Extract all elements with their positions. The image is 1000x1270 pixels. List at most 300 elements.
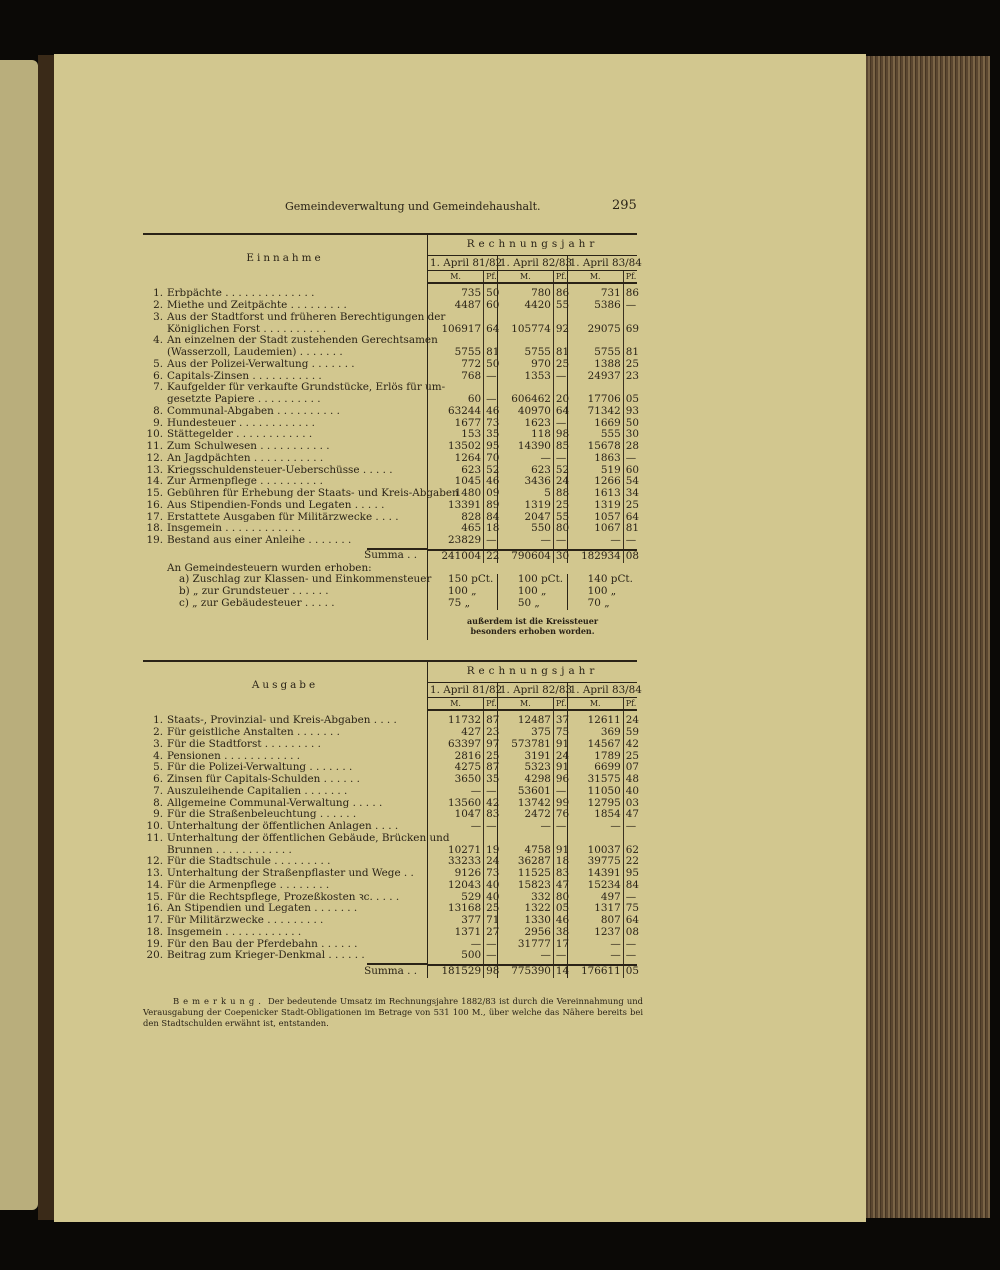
row-number: 3. [153, 310, 163, 323]
year-header: 1. April 81/82 [428, 255, 498, 270]
mark-value: 63244 [428, 406, 484, 418]
pfennig-value: 91 [553, 833, 567, 857]
mark-value: 11050 [567, 786, 623, 798]
pfennig-value: — [623, 453, 637, 465]
mark-header: M. [497, 697, 553, 710]
pfennig-value: 75 [623, 903, 637, 915]
pfennig-value: 35 [484, 774, 498, 786]
mark-value: 14391 [567, 868, 623, 880]
mark-value: 731 [567, 288, 623, 300]
summa-pfennig: 30 [553, 550, 567, 563]
pfennig-value: 91 [553, 762, 567, 774]
pfennig-value: 64 [623, 915, 637, 927]
pfennig-value: — [623, 950, 637, 962]
pfennig-value: 86 [623, 288, 637, 300]
row-number: 7. [153, 784, 163, 797]
row-text: Kaufgelder für verkaufte Grundstücke, Erlös für um- [167, 381, 446, 394]
pfennig-value: 47 [553, 880, 567, 892]
year-header: 1. April 81/82 [428, 682, 498, 697]
mark-value: 497 [567, 892, 623, 904]
pfennig-value: 60 [484, 300, 498, 312]
mark-value: 1388 [567, 359, 623, 371]
pfennig-value: — [553, 950, 567, 962]
pfennig-value: 73 [484, 418, 498, 430]
mark-value: 1047 [428, 809, 484, 821]
row-text-continued: (Wasserzoll, Laudemien) . . . . . . . [167, 346, 343, 358]
pfennig-value: 34 [623, 488, 637, 500]
row-text: Für die Stadtforst . . . . . . . . . [167, 737, 321, 750]
pfennig-value: 05 [623, 382, 637, 406]
section-title: Einnahme [143, 234, 428, 283]
row-text: Auszuleihende Capitalien . . . . . . . [167, 784, 348, 797]
pfennig-value: 24 [553, 751, 567, 763]
pfennig-value: — [484, 535, 498, 547]
pfennig-value: 40 [484, 880, 498, 892]
pfennig-header: Pf. [623, 270, 637, 283]
row-text: Für die Polizei-Verwaltung . . . . . . . [167, 761, 353, 774]
pfennig-value: 54 [623, 476, 637, 488]
mark-value: 14567 [567, 739, 623, 751]
pfennig-value: 81 [623, 523, 637, 535]
row-number: 1. [153, 714, 163, 727]
row-text: Kriegsschuldensteuer-Ueberschüsse . . . . . [167, 463, 393, 476]
mark-value: 1854 [567, 809, 623, 821]
pfennig-value: 18 [484, 523, 498, 535]
pfennig-value: 18 [553, 856, 567, 868]
row-number: 7. [153, 381, 163, 394]
mark-value: 4298 [497, 774, 553, 786]
pfennig-value: 25 [484, 751, 498, 763]
mark-value: 36287 [497, 856, 553, 868]
book-spine [38, 55, 54, 1220]
left-page-edge [0, 60, 38, 1210]
mark-value: 1480 [428, 488, 484, 500]
mark-value: 1371 [428, 927, 484, 939]
row-text-continued: gesetzte Papiere . . . . . . . . . . [167, 393, 321, 405]
mark-value: 153 [428, 429, 484, 441]
mark-value: 1266 [567, 476, 623, 488]
pfennig-value: 05 [553, 903, 567, 915]
row-text: Für die Stadtschule . . . . . . . . . [167, 855, 331, 868]
pfennig-value: 40 [623, 786, 637, 798]
pfennig-value: 64 [623, 512, 637, 524]
mark-value: 772 [428, 359, 484, 371]
pfennig-value: 85 [553, 441, 567, 453]
pfennig-value: 97 [484, 739, 498, 751]
mark-value: 2472 [497, 809, 553, 821]
row-number: 12. [146, 855, 163, 868]
bemerkung-note [143, 996, 643, 1029]
pfennig-header: Pf. [553, 270, 567, 283]
row-text: Pensionen . . . . . . . . . . . . [167, 749, 301, 762]
pfennig-value: 50 [484, 359, 498, 371]
row-number: 17. [146, 914, 163, 926]
row-text: Insgemein . . . . . . . . . . . . [167, 522, 302, 535]
pfennig-value: — [484, 371, 498, 383]
mark-value: 5323 [497, 762, 553, 774]
mark-value: — [567, 535, 623, 547]
row-text: Für den Bau der Pferdebahn . . . . . . [167, 937, 358, 950]
row-text: Unterhaltung der Straßenpflaster und Wege . . [167, 867, 414, 879]
row-number: 8. [153, 404, 163, 417]
row-number: 16. [146, 902, 163, 915]
table-row [143, 335, 637, 359]
pfennig-value: — [623, 300, 637, 312]
pfennig-value: 80 [553, 523, 567, 535]
row-number: 13. [146, 463, 163, 476]
pfennig-value: 20 [553, 382, 567, 406]
pfennig-value: 08 [623, 927, 637, 939]
pfennig-value: 98 [553, 429, 567, 441]
mark-value: 807 [567, 915, 623, 927]
row-text-continued: Königlichen Forst . . . . . . . . . . [167, 322, 327, 335]
pfennig-value: — [553, 453, 567, 465]
mark-value: 780 [497, 288, 553, 300]
row-text: Gebühren für Erhebung der Staats- und Kreis-Abgaben [167, 487, 459, 499]
row-text: Zinsen für Capitals-Schulden . . . . . . [167, 773, 360, 785]
page-number: 295 [612, 198, 637, 213]
mark-value: 1330 [497, 915, 553, 927]
steuer-rate: 150 pCt. [428, 574, 498, 586]
pfennig-value: 76 [553, 809, 567, 821]
pfennig-value: 93 [623, 406, 637, 418]
summa-label: Summa . . [364, 549, 418, 562]
summa-mark: 775390 [497, 965, 553, 978]
mark-value: 60 [428, 382, 484, 406]
summa-row [143, 965, 637, 978]
pfennig-value: 81 [484, 335, 498, 359]
pfennig-value: — [553, 535, 567, 547]
mark-value: 39775 [567, 856, 623, 868]
row-text: Für die Armenpflege . . . . . . . . [167, 878, 330, 891]
mark-value: 5755 [497, 335, 553, 359]
year-header: 1. April 82/83 [497, 255, 567, 270]
row-text: An Stipendien und Legaten . . . . . . . [167, 902, 358, 915]
pfennig-value: 80 [553, 892, 567, 904]
row-text: Unterhaltung der öffentlichen Gebäude, Brücken und [167, 831, 450, 844]
pfennig-value: 84 [623, 880, 637, 892]
row-number: 9. [153, 808, 163, 821]
mark-value: 529 [428, 892, 484, 904]
pfennig-value: 25 [623, 500, 637, 512]
mark-value: 12043 [428, 880, 484, 892]
mark-value: 9126 [428, 868, 484, 880]
row-text: Unterhaltung der öffentlichen Anlagen . . . . [167, 820, 399, 832]
pfennig-value: 59 [623, 727, 637, 739]
mark-value: 1317 [567, 903, 623, 915]
mark-value: — [428, 786, 484, 798]
pfennig-header: Pf. [484, 270, 498, 283]
steuer-rate: 100 „ [497, 586, 567, 598]
mark-value: 768 [428, 371, 484, 383]
mark-value: 4275 [428, 762, 484, 774]
mark-value: — [428, 939, 484, 951]
row-text: Zur Armenpflege . . . . . . . . . . [167, 475, 323, 488]
mark-value: 555 [567, 429, 623, 441]
row-number: 18. [146, 925, 163, 938]
mark-value: 12611 [567, 715, 623, 727]
table-row [143, 382, 637, 406]
mark-value: — [428, 821, 484, 833]
pfennig-value: 46 [553, 915, 567, 927]
mark-value: 5755 [567, 335, 623, 359]
mark-value: — [497, 821, 553, 833]
row-number: 5. [153, 357, 163, 370]
mark-value: 1353 [497, 371, 553, 383]
pfennig-value: — [553, 786, 567, 798]
row-number: 15. [146, 487, 163, 499]
mark-value: 573781 [497, 739, 553, 751]
mark-value: 13391 [428, 500, 484, 512]
row-number: 3. [153, 737, 163, 750]
pfennig-value: — [623, 821, 637, 833]
mark-value: 4487 [428, 300, 484, 312]
summa-pfennig: 08 [623, 550, 637, 563]
pfennig-value: 83 [484, 809, 498, 821]
summa-mark: 182934 [567, 550, 623, 563]
table-row [143, 312, 637, 336]
mark-value: 5 [497, 488, 553, 500]
row-text: Für Militärzwecke . . . . . . . . . [167, 914, 324, 926]
row-text: Beitrag zum Krieger-Denkmal . . . . . . [167, 949, 365, 962]
pfennig-value: 89 [484, 500, 498, 512]
mark-value: — [567, 939, 623, 951]
row-text: Für geistliche Anstalten . . . . . . . [167, 726, 340, 738]
row-text: Allgemeine Communal-Verwaltung . . . . . [167, 796, 383, 809]
pfennig-value: 81 [623, 335, 637, 359]
row-text: Stättegelder . . . . . . . . . . . . [167, 428, 313, 441]
mark-value: 375 [497, 727, 553, 739]
pfennig-value: 95 [623, 868, 637, 880]
pfennig-value: 84 [484, 512, 498, 524]
pfennig-value: 55 [553, 300, 567, 312]
mark-value: — [567, 821, 623, 833]
mark-value: 2956 [497, 927, 553, 939]
summa-label: Summa . . [364, 964, 418, 977]
mark-value: 13168 [428, 903, 484, 915]
mark-value: 465 [428, 523, 484, 535]
pfennig-value: 25 [553, 500, 567, 512]
row-label [143, 831, 450, 857]
rechnungsjahr-header: Rechnungsjahr [428, 234, 637, 255]
pfennig-value: 22 [623, 856, 637, 868]
pfennig-value: 81 [553, 335, 567, 359]
mark-value: 6699 [567, 762, 623, 774]
bemerkung-label: Bemerkung. [173, 996, 265, 1006]
mark-value: 4758 [497, 833, 553, 857]
pfennig-value: 09 [484, 488, 498, 500]
mark-value: 15234 [567, 880, 623, 892]
mark-value: 1322 [497, 903, 553, 915]
mark-value: 106917 [428, 312, 484, 336]
steuer-rate: 100 „ [567, 586, 637, 598]
table-row [143, 833, 637, 857]
mark-value: 17706 [567, 382, 623, 406]
mark-header: M. [428, 270, 484, 283]
steuer-rate: 100 pCt. [497, 574, 567, 586]
row-number: 5. [153, 761, 163, 774]
mark-value: — [567, 950, 623, 962]
mark-value: 23829 [428, 535, 484, 547]
row-text: Zum Schulwesen . . . . . . . . . . . [167, 440, 330, 452]
row-number: 4. [153, 334, 163, 347]
row-number: 19. [146, 534, 163, 546]
mark-value: 377 [428, 915, 484, 927]
pfennig-value: 25 [484, 903, 498, 915]
pfennig-value: — [623, 892, 637, 904]
row-text: Erbpächte . . . . . . . . . . . . . . [167, 287, 315, 300]
pfennig-value: 24 [553, 476, 567, 488]
mark-value: — [497, 950, 553, 962]
pfennig-value: 69 [623, 312, 637, 336]
pfennig-value: 92 [553, 312, 567, 336]
pfennig-value: — [553, 371, 567, 383]
page-stack-edge [866, 56, 990, 1218]
mark-value: 33233 [428, 856, 484, 868]
row-text: Aus der Polizei-Verwaltung . . . . . . . [167, 357, 355, 370]
pfennig-value: 55 [553, 512, 567, 524]
mark-value: 970 [497, 359, 553, 371]
row-number: 14. [146, 475, 163, 488]
row-number: 14. [146, 878, 163, 891]
row-label [143, 381, 446, 406]
pfennig-value: 23 [623, 371, 637, 383]
row-number: 13. [146, 867, 163, 879]
row-text: Für die Straßenbeleuchtung . . . . . . [167, 808, 357, 821]
pfennig-value: 23 [484, 727, 498, 739]
summa-pfennig: 98 [484, 965, 498, 978]
row-text-continued: Brunnen . . . . . . . . . . . . [167, 843, 292, 856]
pfennig-value: 07 [623, 762, 637, 774]
mark-value: 623 [428, 465, 484, 477]
pfennig-value: 62 [623, 833, 637, 857]
pfennig-header: Pf. [553, 697, 567, 710]
table-row [143, 535, 637, 547]
mark-value: 1623 [497, 418, 553, 430]
pfennig-value: 64 [484, 312, 498, 336]
mark-value: 1067 [567, 523, 623, 535]
steuer-rate: 70 „ [567, 598, 637, 610]
pfennig-value: 24 [484, 856, 498, 868]
pfennig-value: 24 [623, 715, 637, 727]
summa-mark: 790604 [497, 550, 553, 563]
summa-mark: 176611 [567, 965, 623, 978]
row-number: 16. [146, 498, 163, 511]
mark-value: 13560 [428, 798, 484, 810]
pfennig-value: 83 [553, 868, 567, 880]
mark-value: 11525 [497, 868, 553, 880]
section-title: Ausgabe [143, 661, 428, 710]
pfennig-value: 47 [623, 809, 637, 821]
mark-value: 5386 [567, 300, 623, 312]
pfennig-value: 17 [553, 939, 567, 951]
mark-value: 1264 [428, 453, 484, 465]
row-number: 2. [153, 299, 163, 311]
row-label [143, 535, 428, 547]
mark-value: 118 [497, 429, 553, 441]
pfennig-value: 50 [623, 418, 637, 430]
mark-value: 5755 [428, 335, 484, 359]
row-number: 19. [146, 937, 163, 950]
row-number: 20. [146, 949, 163, 962]
row-number: 6. [153, 369, 163, 382]
steuer-rate: 50 „ [497, 598, 567, 610]
row-number: 11. [146, 440, 163, 452]
row-number: 17. [146, 510, 163, 523]
row-number: 18. [146, 522, 163, 535]
mark-value: 12487 [497, 715, 553, 727]
pfennig-value: 75 [553, 727, 567, 739]
kreissteuer-note: außerdem ist die Kreissteuer besonders erhoben worden. [428, 610, 637, 640]
pfennig-value: — [484, 786, 498, 798]
row-text: An einzelnen der Stadt zustehenden Gerechtsamen [167, 334, 438, 347]
row-text: Insgemein . . . . . . . . . . . . [167, 925, 302, 938]
pfennig-value: 52 [484, 465, 498, 477]
pfennig-value: — [553, 821, 567, 833]
steuer-row [143, 598, 637, 610]
row-number: 10. [146, 820, 163, 832]
pfennig-value: — [484, 950, 498, 962]
mark-value: 10037 [567, 833, 623, 857]
mark-value: 606462 [497, 382, 553, 406]
row-number: 4. [153, 749, 163, 762]
mark-value: 550 [497, 523, 553, 535]
pfennig-value: — [623, 535, 637, 547]
mark-value: 12795 [567, 798, 623, 810]
steuern-title: An Gemeindesteuern wurden erhoben: [167, 561, 372, 574]
pfennig-value: 95 [484, 441, 498, 453]
row-number: 2. [153, 726, 163, 738]
row-text: Aus der Stadtforst und früheren Berechtigungen der [167, 310, 446, 323]
row-number: 10. [146, 428, 163, 441]
mark-value: 31777 [497, 939, 553, 951]
pfennig-value: 64 [553, 406, 567, 418]
row-number: 6. [153, 773, 163, 785]
mark-value: 13742 [497, 798, 553, 810]
ausgabe-table [143, 660, 642, 978]
mark-value: — [497, 453, 553, 465]
summa-mark: 181529 [428, 965, 484, 978]
row-text: An Jagdpächten . . . . . . . . . . . [167, 451, 324, 464]
pfennig-value: 99 [553, 798, 567, 810]
pfennig-value: 37 [553, 715, 567, 727]
steuer-row [143, 586, 637, 598]
summa-row [143, 550, 637, 563]
mark-value: 1863 [567, 453, 623, 465]
mark-value: 828 [428, 512, 484, 524]
pfennig-value: — [484, 821, 498, 833]
mark-value: 1669 [567, 418, 623, 430]
mark-value: 369 [567, 727, 623, 739]
pfennig-value: 46 [484, 406, 498, 418]
pfennig-value: 42 [623, 739, 637, 751]
spacer [143, 610, 428, 640]
mark-value: 427 [428, 727, 484, 739]
row-label [143, 310, 446, 336]
mark-value: 13502 [428, 441, 484, 453]
pfennig-value: 96 [553, 774, 567, 786]
row-label [143, 950, 428, 962]
mark-header: M. [428, 697, 484, 710]
mark-value: 53601 [497, 786, 553, 798]
year-header: 1. April 82/83 [497, 682, 567, 697]
mark-value: 15678 [567, 441, 623, 453]
pfennig-value: 87 [484, 762, 498, 774]
pfennig-value: 71 [484, 915, 498, 927]
row-number: 11. [146, 831, 163, 844]
pfennig-value: — [553, 418, 567, 430]
mark-value: 1677 [428, 418, 484, 430]
